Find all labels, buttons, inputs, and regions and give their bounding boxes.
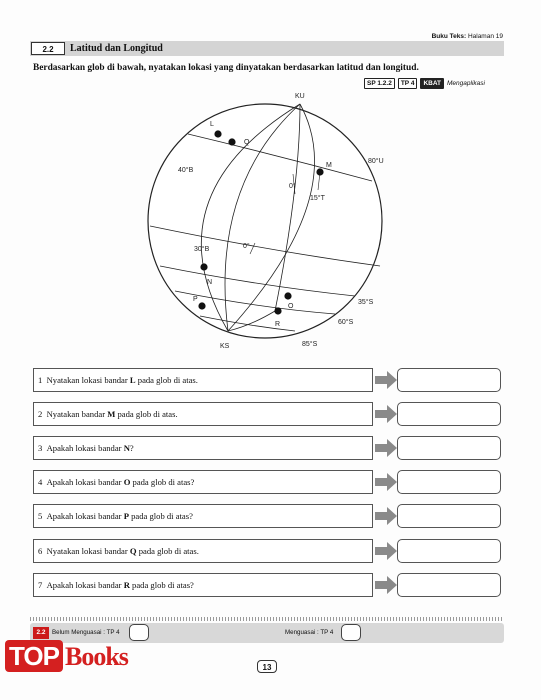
question-number: 7 [38,580,43,590]
point-l [214,130,221,137]
label-zero-top: 0° [289,183,296,190]
label-40w: 40°B [178,167,194,174]
label-85s: 85°S [302,341,318,348]
question-box [33,470,373,494]
label-l: L [210,121,214,128]
question-city: R [123,580,130,590]
question-city: N [123,443,130,453]
point-r [274,307,281,314]
question-city: O [123,477,131,487]
question-box [33,539,373,563]
label-zero-mid: 0° [243,243,250,250]
question-text: Apakah lokasi bandar [46,511,124,521]
point-q [228,138,235,145]
answer-box[interactable] [397,539,501,563]
question-row [33,539,501,563]
instruction-text: Berdasarkan glob di bawah, nyatakan lokasi yang dinyatakan berdasarkan latitud dan longitud. [33,63,419,73]
label-q: Q [244,139,250,146]
label-60s: 60°S [338,319,354,326]
question-row [33,402,501,426]
footer-checkbox-left[interactable] [129,624,149,641]
arrow-icon [375,507,397,525]
globe-diagram [130,86,410,356]
question-row [33,573,501,597]
section-title: Latitud dan Longitud [70,43,163,54]
apply-label: Mengaplikasi [447,80,485,87]
footer-checkbox-right[interactable] [341,624,361,641]
globe-outline [148,104,382,338]
sp-tag: SP 1.2.2 [364,78,395,89]
answer-box[interactable] [397,402,501,426]
label-m: M [326,162,332,169]
arrow-icon [375,405,397,423]
question-text: Nyatakan bandar [46,409,108,419]
question-row [33,368,501,392]
question-row [33,504,501,528]
question-number: 1 [38,375,43,385]
label-p: P [193,296,198,303]
label-35s: 35°S [358,299,374,306]
question-text-end: ? [129,443,134,453]
question-box [33,402,373,426]
watermark-top: TOP [5,640,63,672]
question-number: 5 [38,511,43,521]
label-n: N [207,279,213,286]
question-row [33,436,501,460]
footer-section-number: 2.2 [33,627,49,639]
arrow-icon [375,576,397,594]
point-m [316,168,323,175]
arrow-icon [375,371,397,389]
question-number: 6 [38,546,43,556]
question-text-end: pada glob di atas? [128,511,193,521]
question-row [33,470,501,494]
question-text-end: pada glob di atas? [129,580,194,590]
question-number: 2 [38,409,43,419]
point-o [284,292,291,299]
answer-box[interactable] [397,436,501,460]
arrow-icon [375,473,397,491]
answer-box[interactable] [397,504,501,528]
label-ks: KS [220,343,230,350]
question-text-end: pada glob di atas. [115,409,178,419]
arrow-icon [375,439,397,457]
label-o: O [288,303,294,310]
footer-hatch [30,617,504,621]
footer-right-text: Menguasai : TP 4 [285,629,334,636]
ref-page: Halaman 19 [467,33,503,40]
label-r: R [275,321,281,328]
question-text-end: pada glob di atas. [135,375,198,385]
answer-box[interactable] [397,573,501,597]
question-text-end: pada glob di atas? [130,477,195,487]
question-box [33,573,373,597]
question-text-end: pada glob di atas. [136,546,199,556]
question-box [33,368,373,392]
question-city: P [123,511,129,521]
ref-prefix: Buku Teks: [431,33,467,40]
label-15e: 15°T [310,195,325,202]
arrow-icon [375,542,397,560]
question-number: 3 [38,443,43,453]
question-box [33,504,373,528]
question-city: Q [129,546,137,556]
question-text: Apakah lokasi bandar [46,443,124,453]
label-30w: 30°B [194,246,210,253]
textbook-reference [432,33,503,40]
question-text: Nyatakan lokasi bandar [46,375,130,385]
question-text: Nyatakan lokasi bandar [46,546,130,556]
footer-left-text: Belum Menguasai : TP 4 [52,629,120,636]
point-n [200,263,207,270]
page-number: 13 [257,660,277,673]
question-box [33,436,373,460]
topbooks-watermark [5,641,128,672]
question-city: M [107,409,116,419]
point-p [198,302,205,309]
section-number: 2.2 [31,42,65,55]
answer-box[interactable] [397,368,501,392]
watermark-books: Books [64,642,128,671]
question-text: Apakah lokasi bandar [46,477,124,487]
label-80n: 80°U [368,158,384,165]
question-city: L [129,375,136,385]
label-ku: KU [295,93,305,100]
question-text: Apakah lokasi bandar [46,580,124,590]
kbat-tag: KBAT [420,78,444,89]
question-number: 4 [38,477,43,487]
answer-box[interactable] [397,470,501,494]
tp-tag: TP 4 [398,78,418,89]
